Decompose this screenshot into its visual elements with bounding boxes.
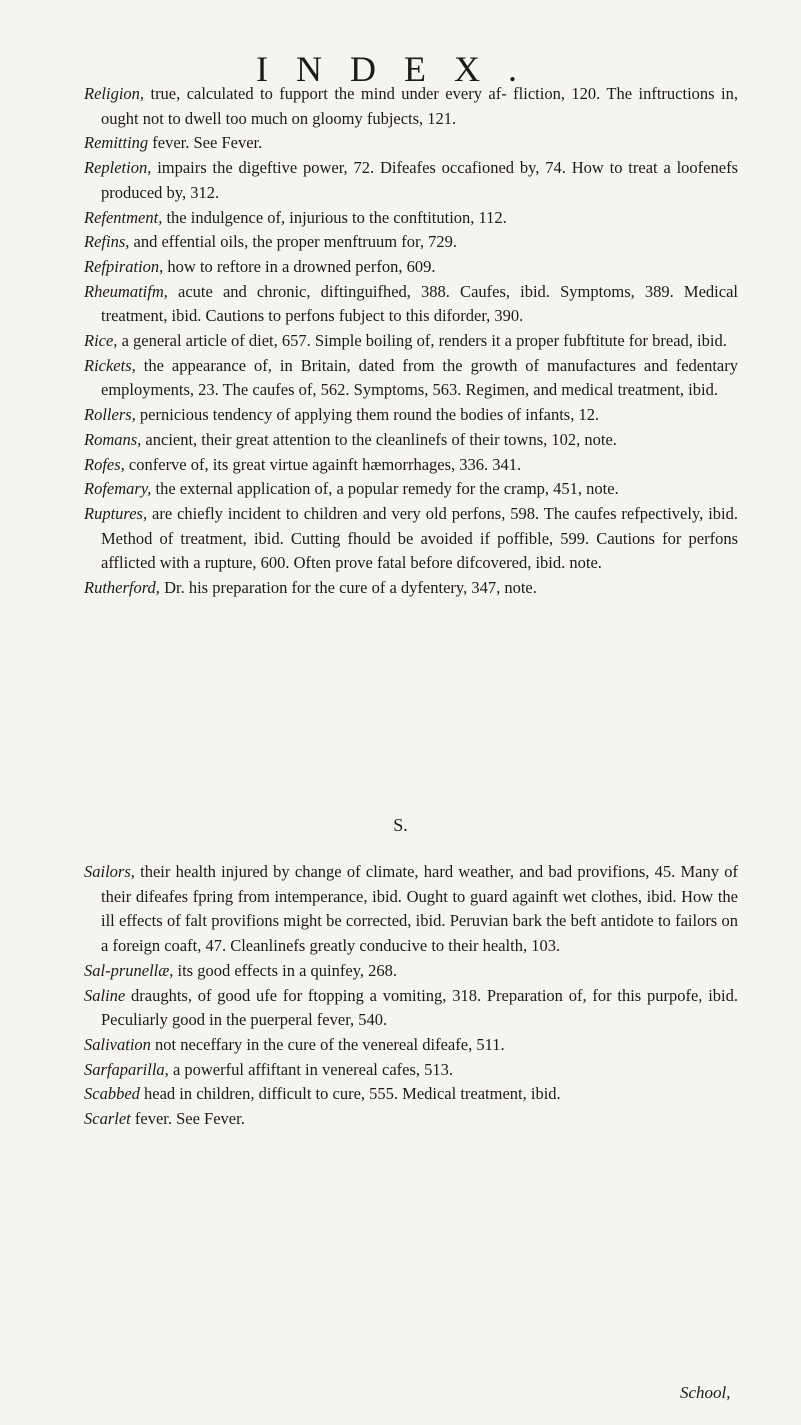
index-entry [84, 453, 738, 478]
index-entry [84, 131, 738, 156]
entry-term: Saline [84, 985, 126, 1005]
entry-term: Sarfaparilla, [84, 1059, 169, 1079]
entry-term: Rheumatifm, [84, 281, 168, 301]
index-entry [84, 1058, 738, 1083]
entry-text: their health injured by change of climate, hard weather, and bad provifions, 45. Many of their difeafes fpring from intemperance, ibid. Ought to guard againft wet clothes, ibid. How the ill effects of falt provifions might be corrected, ibid. Peruvian bark the beft antidote to failors on a foreign coaft, 47. Cleanlinefs greatly conducive to their health, 103. [101, 862, 738, 956]
index-entry [84, 1033, 738, 1058]
index-entry [84, 329, 738, 354]
index-entry [84, 1082, 738, 1107]
entry-text: conferve of, its great virtue againft hæmorrhages, 336. 341. [124, 454, 522, 474]
index-entry [84, 354, 738, 403]
entry-text: a general article of diet, 657. Simple boiling of, renders it a proper fubftitute for bread, ibid. [117, 331, 727, 351]
index-entry [84, 860, 738, 959]
index-entry [84, 1107, 738, 1132]
entry-term: Scarlet [84, 1109, 131, 1129]
entry-text: are chiefly incident to children and very old perfons, 598. The caufes refpectively, ibid. Method of treatment, ibid. Cutting fhould be avoided if poffible, 599. Cautions for perfons afflicted with a rupture, 600. Often prove fatal before difcovered, ibid. note. [101, 503, 738, 573]
entry-term: Rofes, [84, 454, 125, 474]
page-header: INDEX. [256, 49, 545, 89]
entry-text: Dr. his preparation for the cure of a dyfentery, 347, note. [159, 578, 537, 598]
index-entry [84, 477, 738, 502]
entry-text: and effential oils, the proper menftruum for, 729. [129, 232, 457, 252]
entry-text: the appearance of, in Britain, dated from the growth of manufactures and fedentary employments, 23. The caufes of, 562. Symptoms, 563. Regimen, and medical treatment, ibid. [101, 355, 738, 400]
section-letter-s: S. [393, 815, 408, 835]
entry-text: fever. See Fever. [130, 1109, 245, 1129]
entry-text: acute and chronic, diftinguifhed, 388. Caufes, ibid. Symptoms, 389. Medical treatment, ibid. Cautions to perfons fubject to this diforder, 390. [101, 281, 738, 326]
entry-text: its good effects in a quinfey, 268. [173, 960, 397, 980]
index-entry [84, 206, 738, 231]
entry-text: not neceffary in the cure of the venereal difeafe, 511. [150, 1034, 505, 1054]
entry-text: the indulgence of, injurious to the conftitution, 112. [162, 207, 507, 227]
entry-text: impairs the digeftive power, 72. Difeafes occafioned by, 74. How to treat a loofenefs produced by, 312. [101, 158, 738, 202]
entry-term: Rice, [84, 331, 118, 351]
index-entry [84, 428, 738, 453]
entry-term: Sal-prunellæ, [84, 960, 174, 980]
entry-term: Scabbed [84, 1084, 140, 1104]
entry-term: Religion, [84, 84, 145, 103]
entry-text: the external application of, a popular remedy for the cramp, 451, note. [151, 479, 619, 499]
entry-term: Romans, [84, 429, 142, 449]
index-entry [84, 403, 738, 428]
index-entry [84, 502, 738, 576]
entry-text: head in children, difficult to cure, 555. Medical treatment, ibid. [139, 1084, 561, 1104]
entry-text: draughts, of good ufe for ftopping a vomiting, 318. Preparation of, for this purpofe, ibid. Peculiarly good in the puerperal fever, 540. [101, 985, 738, 1030]
index-entry [84, 959, 738, 984]
entry-text: a powerful affiftant in venereal cafes, 513. [168, 1059, 454, 1079]
index-entry [84, 576, 738, 601]
entry-text: true, calculated to fupport the mind under every af- fliction, 120. The inftructions in, ought not to dwell too much on gloomy fubjects, 121. [101, 84, 738, 128]
entry-term: Rollers, [84, 405, 136, 425]
entry-term: Salivation [84, 1034, 151, 1054]
entry-term: Ruptures, [84, 503, 148, 523]
entry-text: ancient, their great attention to the cleanlinefs of their towns, 102, note. [141, 429, 617, 449]
index-entry [84, 984, 738, 1033]
entry-term: Repletion, [84, 158, 152, 178]
index-entry [84, 156, 738, 205]
entry-text: fever. See Fever. [148, 133, 263, 153]
catchword: School, [680, 1383, 731, 1402]
index-entry [84, 230, 738, 255]
entry-text: how to reftore in a drowned perfon, 609. [163, 256, 436, 276]
entry-text: pernicious tendency of applying them round the bodies of infants, 12. [135, 405, 600, 425]
entry-term: Remitting [84, 133, 149, 153]
entry-term: Rickets, [84, 355, 136, 375]
index-entry [84, 255, 738, 280]
s-section [84, 860, 738, 1132]
index-entry [84, 280, 738, 329]
entry-term: Sailors, [84, 862, 135, 881]
r-section [84, 82, 738, 601]
entry-term: Refpiration, [84, 256, 164, 276]
entry-term: Refentment, [84, 207, 163, 227]
entry-term: Rofemary, [84, 479, 152, 499]
index-entry [84, 82, 738, 131]
entry-term: Rutherford, [84, 578, 160, 598]
entry-term: Refins, [84, 232, 130, 252]
